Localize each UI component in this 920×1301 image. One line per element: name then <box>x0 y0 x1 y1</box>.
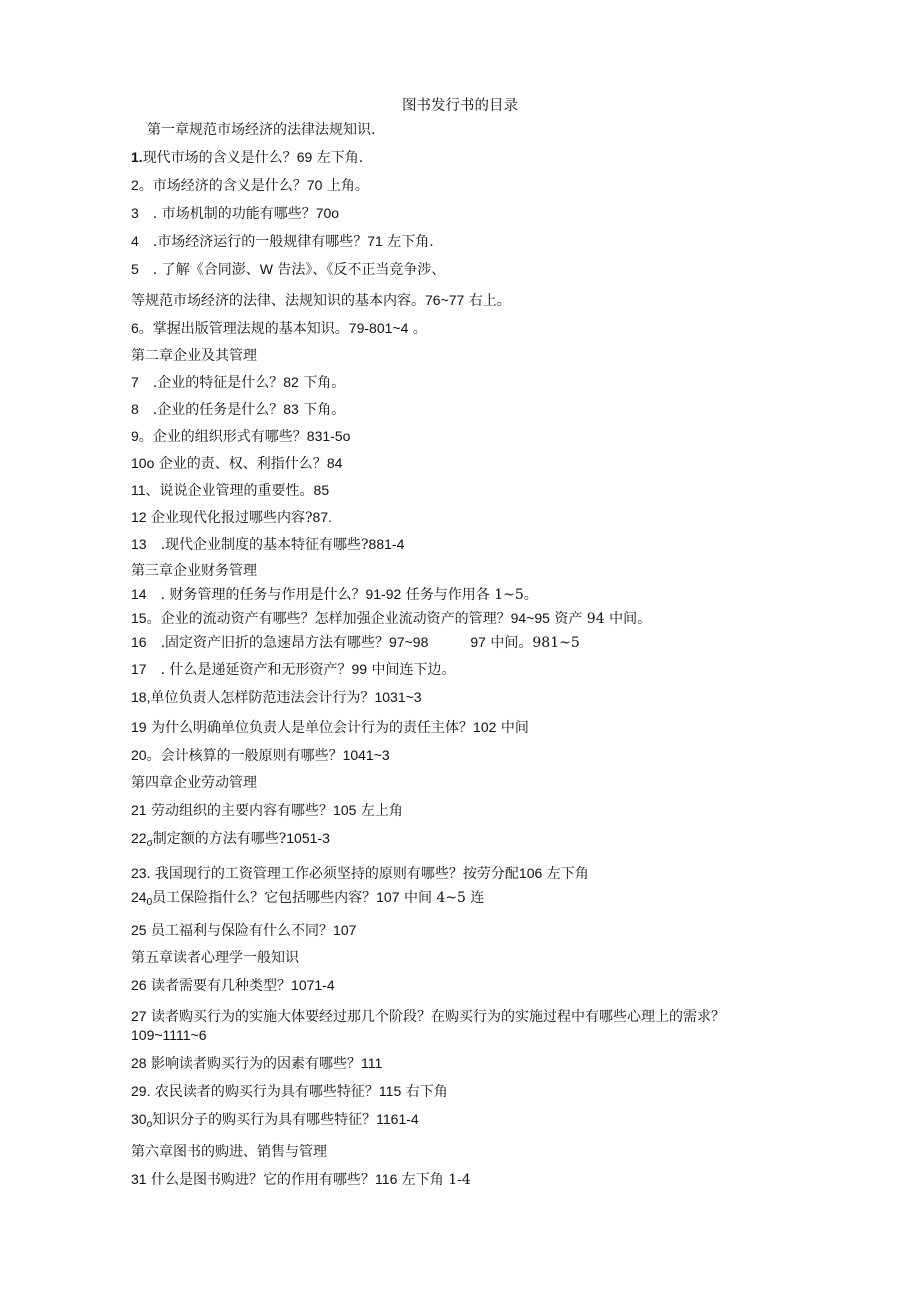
toc-item <box>131 801 801 820</box>
toc-item <box>131 829 801 853</box>
item-question: 员工保险指什么？它包括哪些内容？ <box>152 890 377 906</box>
item-number: 17 <box>131 661 161 677</box>
page-reference: 82 <box>283 374 299 390</box>
item-note: 右上。 <box>464 293 511 309</box>
item-note: 左下角. <box>382 234 434 250</box>
item-note: 左上角 <box>356 803 403 819</box>
item-question: .现代企业制度的基本特征有哪些? <box>160 537 369 553</box>
chapter-heading: 第一章规范市场经济的法律法规知识. <box>147 122 376 138</box>
item-number-subscript: σ <box>146 838 153 849</box>
page-reference: W <box>259 261 273 277</box>
item-note: 右下角 <box>401 1084 448 1100</box>
page-reference: 94~95 <box>510 610 550 626</box>
item-question: 什么是图书购进？它的作用有哪些？ <box>146 1172 376 1188</box>
item-question: 为什么明确单位负责人是单位会计行为的责任主体？ <box>146 720 474 736</box>
item-number: 29. <box>131 1083 151 1099</box>
item-question: 劳动组织的主要内容有哪些？ <box>146 803 334 819</box>
item-note: 中间 <box>496 720 529 736</box>
item-question: 我国现行的工资管理工作必须坚持的原则有哪些？按劳分配 <box>150 866 519 882</box>
page-reference: 70o <box>315 205 340 221</box>
toc-item <box>131 660 801 679</box>
toc-item <box>131 373 801 392</box>
toc-item <box>131 1026 801 1045</box>
page-reference: 109~1111~6 <box>131 1027 207 1043</box>
item-question: .企业的特征是什么？ <box>152 375 284 391</box>
toc-item <box>131 508 801 527</box>
item-number: 27 <box>131 1008 147 1024</box>
toc-item <box>131 481 801 500</box>
item-question: . 了解《合同澎、 <box>152 262 260 278</box>
item-number: 1. <box>131 149 143 165</box>
page-reference: 85 <box>313 482 330 498</box>
toc-item <box>131 535 801 554</box>
item-note: 中间 4~5 连 <box>399 890 485 906</box>
document-title: 图书发行书的目录 <box>402 98 518 114</box>
toc-item <box>131 609 801 628</box>
toc-item <box>131 1007 801 1026</box>
item-question: 、说说企业管理的重要性。 <box>145 483 314 499</box>
toc-item <box>131 976 801 995</box>
item-note: 上角。 <box>322 178 369 194</box>
item-number: 28 <box>131 1055 147 1071</box>
item-question: 读者需要有几种类型？ <box>146 978 292 994</box>
page-reference: 69 <box>296 149 313 165</box>
item-number: 19 <box>131 719 147 735</box>
toc-item <box>131 454 801 473</box>
toc-item <box>131 921 801 940</box>
toc-item <box>131 633 801 652</box>
toc-item <box>131 688 801 707</box>
item-number: 12 <box>131 509 147 525</box>
page-reference: 99 <box>351 661 368 677</box>
item-question: 。市场经济的含义是什么？ <box>138 178 307 194</box>
item-question: 员工福利与保险有什么不同？ <box>146 923 334 939</box>
item-number: 25 <box>131 922 147 938</box>
item-note: 左下角 <box>542 866 589 882</box>
page-reference: 102 <box>473 719 497 735</box>
chapter-heading: 第四章企业劳动管理 <box>131 775 257 791</box>
item-number: 10o <box>131 455 155 471</box>
page-reference: 1041~3 <box>342 747 390 763</box>
item-number: 15 <box>131 610 147 626</box>
toc-item <box>131 718 801 737</box>
item-number: 26 <box>131 977 147 993</box>
toc-item <box>131 1054 801 1073</box>
page-reference: 107 <box>333 922 357 938</box>
item-question: 知识分子的购买行为具有哪些特征？ <box>152 1112 377 1128</box>
item-number: 8 <box>131 401 153 417</box>
page-reference: 115 <box>378 1083 402 1099</box>
item-number: 5 <box>131 261 153 277</box>
page-reference: 111 <box>361 1055 383 1071</box>
item-number: 13 <box>131 536 161 552</box>
page-reference: 116 <box>375 1171 398 1187</box>
item-number: 23. <box>131 865 151 881</box>
item-number: 18, <box>131 689 151 705</box>
page-reference: 105 <box>333 802 357 818</box>
page-reference: 1071-4 <box>291 977 335 993</box>
toc-item <box>131 427 801 446</box>
toc-item <box>131 1170 801 1189</box>
item-note: 下角。 <box>298 402 346 418</box>
item-question: 农民读者的购买行为具有哪些特征？ <box>150 1084 379 1100</box>
item-question: 读者购买行为的实施大体要经过那几个阶段？在购买行为的实施过程中有哪些心理上的需求？ <box>146 1009 726 1025</box>
page-reference: 1031~3 <box>374 689 422 705</box>
chapter-heading: 第五章读者心理学一般知识 <box>131 950 299 966</box>
item-number-subscript: o <box>146 1119 153 1130</box>
page-reference: 76~77 <box>425 292 465 308</box>
item-question: .市场经济运行的一般规律有哪些？ <box>152 234 368 250</box>
item-question: 制定额的方法有哪些? <box>152 831 287 847</box>
toc-item <box>131 204 801 223</box>
item-question: 。会计核算的一般原则有哪些？ <box>146 748 343 764</box>
item-question: 单位负责人怎样防范违法会计行为？ <box>150 690 375 706</box>
page-reference: 84 <box>326 455 343 471</box>
chapter-heading: 第六章图书的购进、销售与管理 <box>131 1144 327 1160</box>
item-question: 。掌握出版管理法规的基本知识。 <box>138 321 349 337</box>
item-number: 6 <box>131 320 139 336</box>
item-note: 任务与作用各 1~5。 <box>401 587 538 603</box>
item-question: 现代市场的含义是什么？ <box>142 150 297 166</box>
item-number: 14 <box>131 586 161 602</box>
item-question: 影响读者购买行为的因素有哪些？ <box>146 1056 362 1072</box>
chapter-heading: 第二章企业及其管理 <box>131 348 257 364</box>
item-number: 9 <box>131 428 139 444</box>
page-reference: 83 <box>283 401 299 417</box>
toc-item <box>131 260 801 279</box>
item-note: 资产 94 中间。 <box>549 611 652 627</box>
toc-item <box>131 1082 801 1101</box>
item-question: 企业的责、权、利指什么？ <box>154 456 327 472</box>
item-number: 30 <box>131 1111 147 1127</box>
chapter-heading: 第三章企业财务管理 <box>131 563 257 579</box>
toc-item <box>131 176 801 195</box>
item-number: 2 <box>131 177 139 193</box>
item-note: 。 <box>408 321 427 337</box>
page-reference: 91-92 <box>365 586 402 602</box>
item-number: 31 <box>131 1171 147 1187</box>
item-number: 11 <box>131 482 146 498</box>
item-question: 。企业的组织形式有哪些？ <box>138 429 307 445</box>
toc-item <box>131 232 801 251</box>
item-number: 22 <box>131 830 147 846</box>
toc-item <box>131 148 801 167</box>
item-note: 下角。 <box>298 375 346 391</box>
page-reference: 1161-4 <box>376 1111 419 1127</box>
item-number: 4 <box>131 233 153 249</box>
toc-item <box>131 888 801 912</box>
item-number: 24 <box>131 889 147 905</box>
toc-list <box>131 121 801 1189</box>
page-reference: 1051-3 <box>286 830 330 846</box>
toc-item <box>131 864 801 883</box>
item-number: 16 <box>131 634 161 650</box>
item-note: 中间。981~5 <box>485 635 580 651</box>
page-reference: 107 <box>376 889 400 905</box>
item-number: 20 <box>131 747 147 763</box>
toc-item <box>131 291 801 310</box>
item-question: . 什么是递延资产和无形资产？ <box>160 662 352 678</box>
page-reference: 97~98 97 <box>389 634 486 650</box>
item-question: . 财务管理的任务与作用是什么？ <box>160 587 366 603</box>
page-reference: 79-801~4 <box>348 320 409 336</box>
item-number: 3 <box>131 205 153 221</box>
page-reference: 71 <box>367 233 383 249</box>
item-number: 21 <box>131 802 147 818</box>
item-note: 左下角 1-4 <box>397 1172 471 1188</box>
page-reference: 881-4 <box>368 536 405 552</box>
toc-item <box>131 585 801 604</box>
item-question: .企业的任务是什么？ <box>152 402 284 418</box>
page-reference: 831-5o <box>306 428 351 444</box>
page-reference: 70 <box>306 177 323 193</box>
item-note: 中间连下边。 <box>367 662 456 678</box>
toc-item <box>131 746 801 765</box>
toc-item <box>131 319 801 338</box>
item-number-subscript: 0 <box>146 897 153 908</box>
page-reference: 106 <box>518 865 543 881</box>
item-number: 7 <box>131 374 153 390</box>
item-note: 左下角. <box>312 150 364 166</box>
toc-item <box>131 400 801 419</box>
page-reference: 87. <box>312 509 333 525</box>
item-note: 告法》、《反不正当竞争涉、 <box>272 262 446 278</box>
item-question: .固定资产旧折的急速昂方法有哪些？ <box>160 635 390 651</box>
item-question: 等规范市场经济的法律、法规知识的基本内容。 <box>131 293 425 309</box>
item-question: 。企业的流动资产有哪些？怎样加强企业流动资产的管理？ <box>146 611 511 627</box>
item-question: 企业现代化报过哪些内容? <box>146 510 313 526</box>
toc-item <box>131 1110 801 1134</box>
item-question: . 市场机制的功能有哪些？ <box>152 206 316 222</box>
